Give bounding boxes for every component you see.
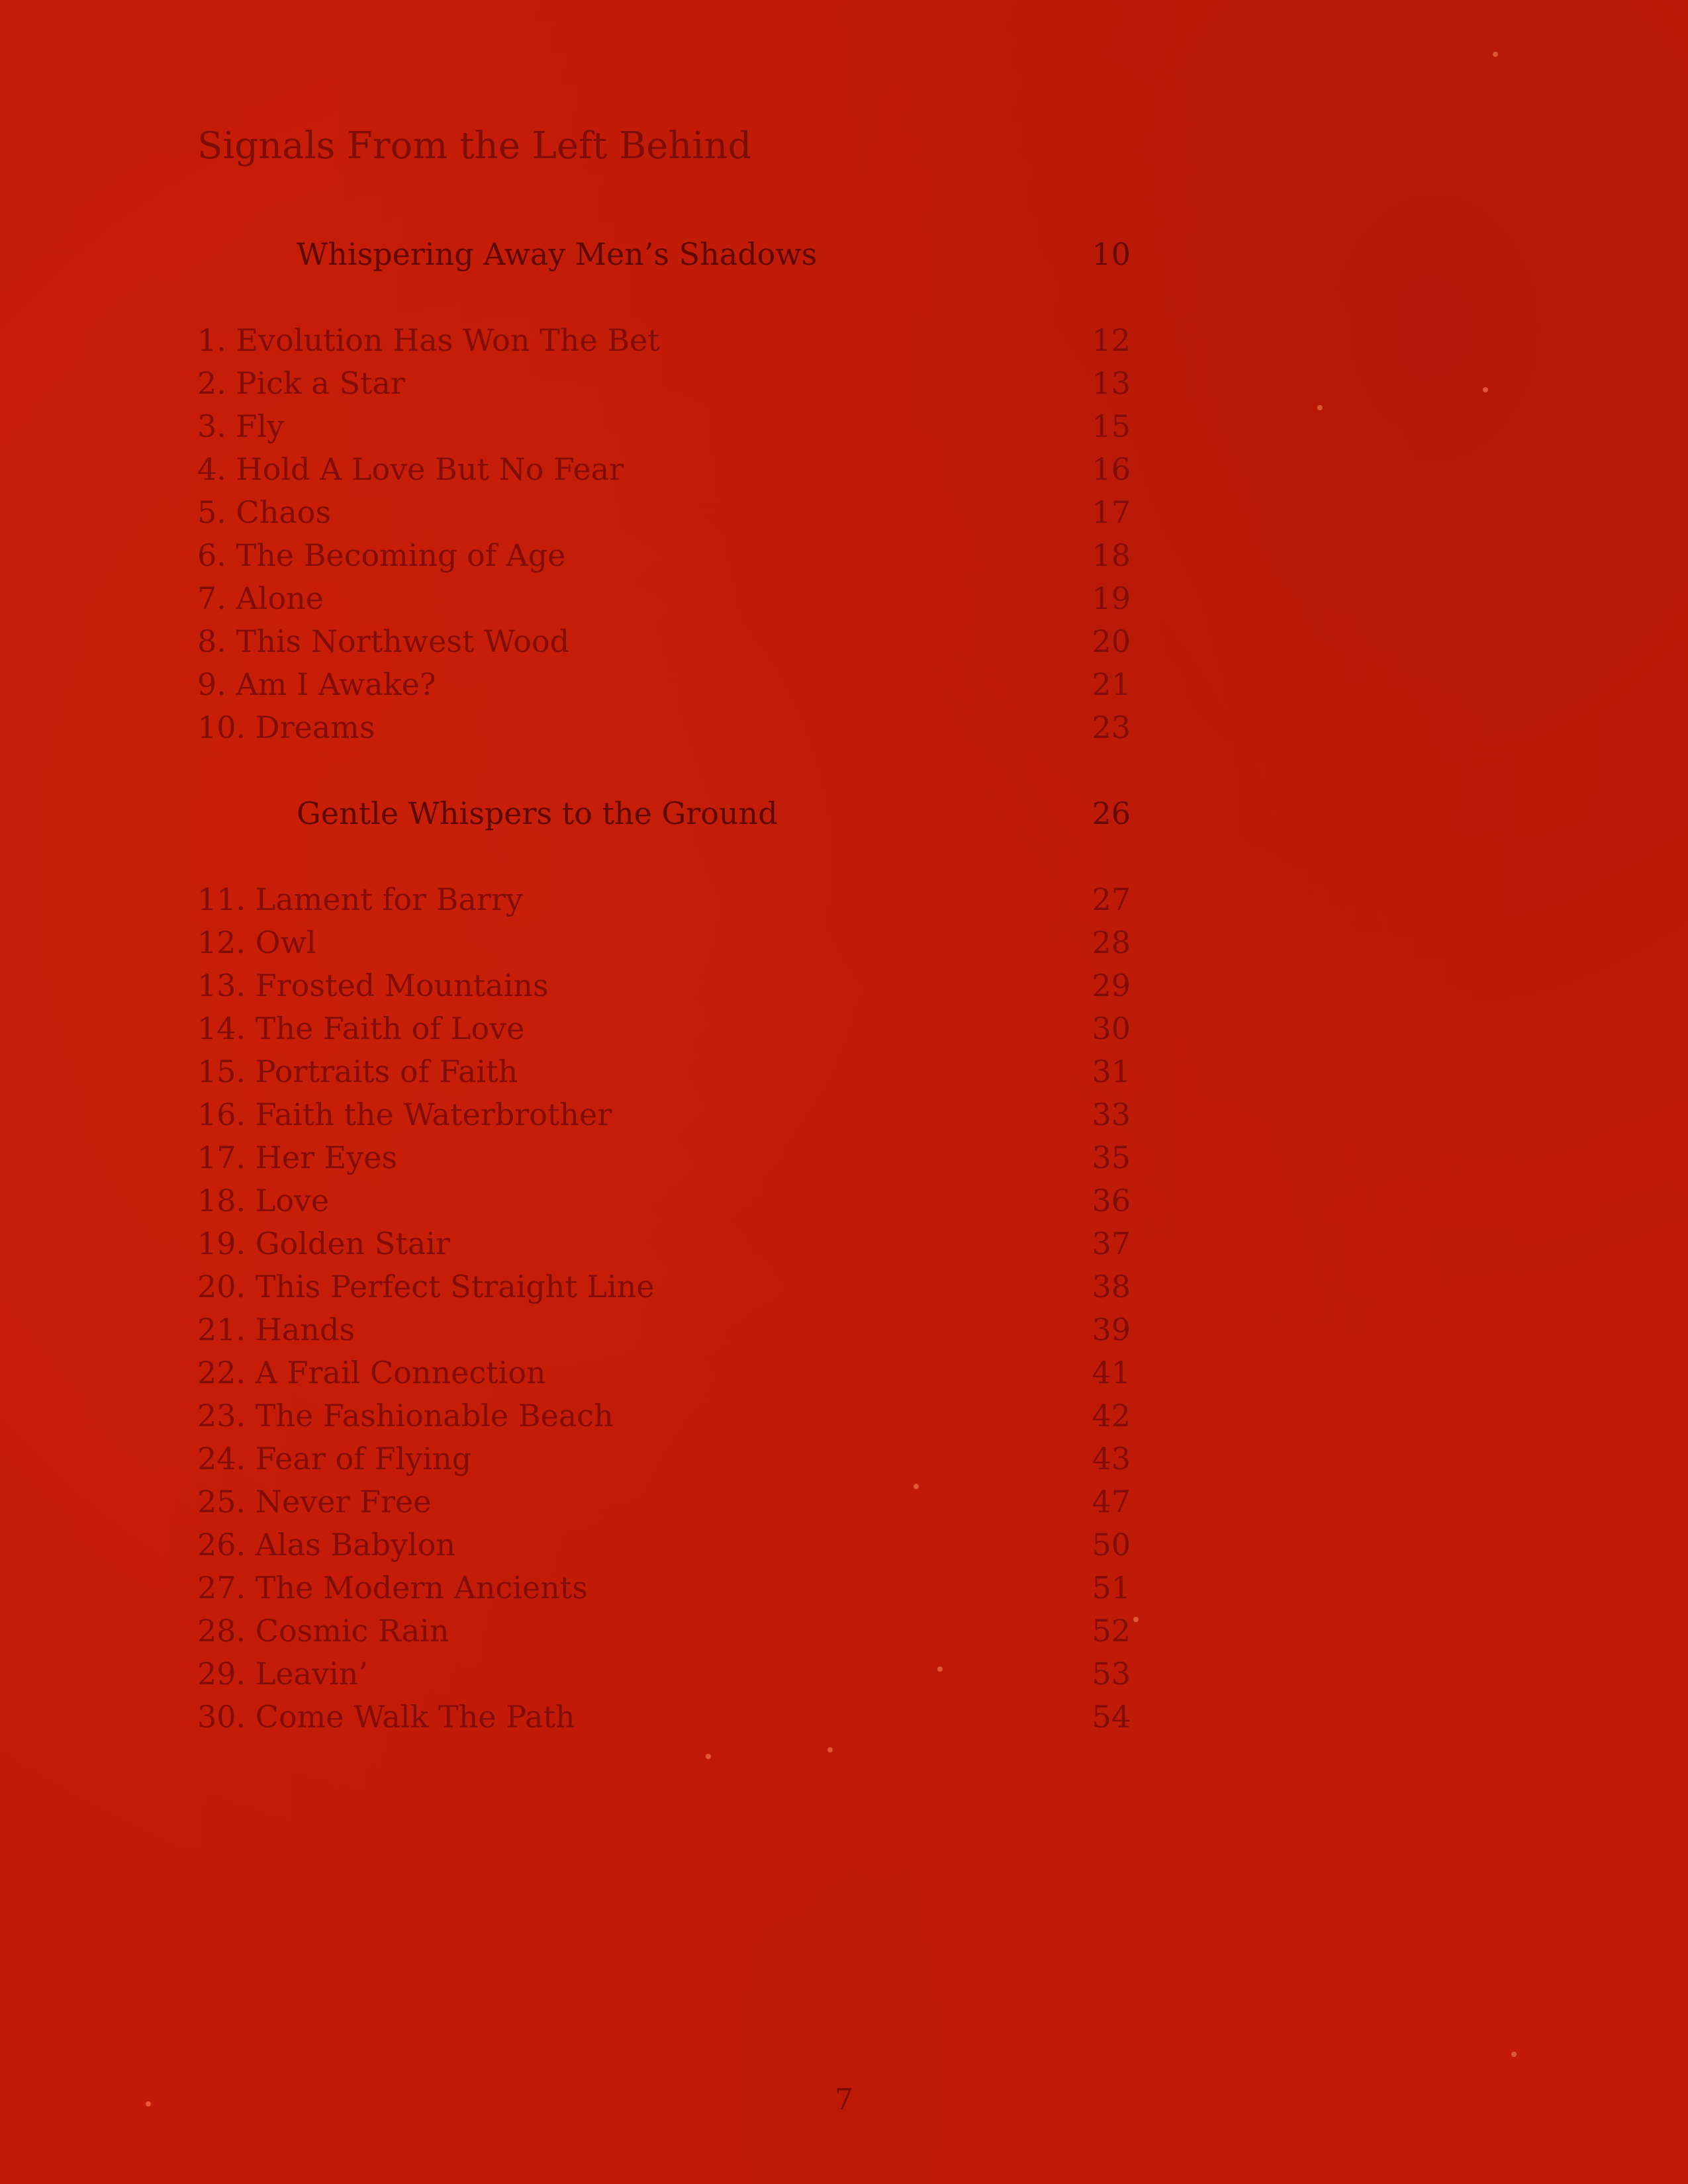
entry-title: 13. Frosted Mountains xyxy=(197,968,549,1003)
toc-entry xyxy=(197,405,1131,448)
toc-entry xyxy=(197,1653,1131,1696)
toc-entry xyxy=(197,706,1131,749)
toc-entry xyxy=(197,620,1131,663)
entry-title: 16. Faith the Waterbrother xyxy=(197,1097,612,1132)
paper-speck xyxy=(1493,52,1498,57)
entry-page-number: 53 xyxy=(1092,1656,1131,1692)
toc-entry xyxy=(197,1610,1131,1653)
paper-speck xyxy=(1133,1617,1139,1622)
toc-entry xyxy=(197,577,1131,620)
entry-title: 11. Lament for Barry xyxy=(197,882,523,917)
entry-title: 4. Hold A Love But No Fear xyxy=(197,451,624,487)
toc-entry xyxy=(197,964,1131,1007)
toc-entry xyxy=(197,1265,1131,1308)
entry-page-number: 31 xyxy=(1092,1054,1131,1089)
toc-entry xyxy=(197,1696,1131,1739)
toc-entry xyxy=(197,921,1131,964)
section-title: Whispering Away Men’s Shadows xyxy=(297,236,818,272)
entry-page-number: 47 xyxy=(1092,1484,1131,1520)
entry-title: 19. Golden Stair xyxy=(197,1226,450,1261)
toc-entry xyxy=(197,1050,1131,1093)
entry-page-number: 36 xyxy=(1092,1183,1131,1218)
toc-entry xyxy=(197,1136,1131,1179)
entry-title: 10. Dreams xyxy=(197,709,375,745)
entry-page-number: 19 xyxy=(1092,580,1131,616)
toc-entry xyxy=(197,448,1131,491)
entry-page-number: 20 xyxy=(1092,623,1131,659)
section-heading xyxy=(197,233,1131,276)
entry-title: 22. A Frail Connection xyxy=(197,1355,546,1390)
entry-title: 26. Alas Babylon xyxy=(197,1527,456,1563)
toc-entry xyxy=(197,1093,1131,1136)
entry-title: 7. Alone xyxy=(197,580,324,616)
toc-entry xyxy=(197,1480,1131,1524)
entry-page-number: 30 xyxy=(1092,1011,1131,1046)
toc-entry xyxy=(197,1222,1131,1265)
entry-page-number: 21 xyxy=(1092,666,1131,702)
toc-entry xyxy=(197,319,1131,362)
section-page-number: 10 xyxy=(1092,236,1131,272)
paper-speck xyxy=(1511,2052,1517,2057)
entry-title: 12. Owl xyxy=(197,925,316,960)
entry-page-number: 18 xyxy=(1092,537,1131,573)
entry-title: 27. The Modern Ancients xyxy=(197,1570,588,1606)
entry-title: 28. Cosmic Rain xyxy=(197,1613,449,1649)
entry-page-number: 15 xyxy=(1092,408,1131,444)
entry-title: 5. Chaos xyxy=(197,494,332,530)
entry-title: 3. Fly xyxy=(197,408,285,444)
entry-title: 23. The Fashionable Beach xyxy=(197,1398,614,1433)
entry-title: 9. Am I Awake? xyxy=(197,666,436,702)
paper-speck xyxy=(706,1754,711,1759)
entry-title: 25. Never Free xyxy=(197,1484,432,1520)
entry-page-number: 51 xyxy=(1092,1570,1131,1606)
entry-page-number: 37 xyxy=(1092,1226,1131,1261)
toc-entry xyxy=(197,1179,1131,1222)
entry-page-number: 16 xyxy=(1092,451,1131,487)
paper-speck xyxy=(1483,387,1488,392)
entry-title: 2. Pick a Star xyxy=(197,365,405,401)
folio-page-number: 7 xyxy=(835,2083,853,2116)
entry-page-number: 43 xyxy=(1092,1441,1131,1477)
entry-page-number: 27 xyxy=(1092,882,1131,917)
entry-page-number: 41 xyxy=(1092,1355,1131,1390)
entry-title: 17. Her Eyes xyxy=(197,1140,398,1175)
paper-speck xyxy=(1317,405,1323,410)
entry-page-number: 33 xyxy=(1092,1097,1131,1132)
toc-entry xyxy=(197,1394,1131,1437)
toc-entry xyxy=(197,491,1131,534)
entry-title: 18. Love xyxy=(197,1183,330,1218)
entry-title: 21. Hands xyxy=(197,1312,355,1347)
entry-page-number: 50 xyxy=(1092,1527,1131,1563)
section-heading xyxy=(197,792,1131,835)
entry-page-number: 52 xyxy=(1092,1613,1131,1649)
entry-title: 14. The Faith of Love xyxy=(197,1011,525,1046)
entry-title: 8. This Northwest Wood xyxy=(197,623,570,659)
entry-page-number: 54 xyxy=(1092,1699,1131,1735)
entry-page-number: 39 xyxy=(1092,1312,1131,1347)
toc-entry xyxy=(197,1351,1131,1394)
book-title: Signals From the Left Behind xyxy=(197,124,752,167)
entry-title: 30. Come Walk The Path xyxy=(197,1699,575,1735)
entry-title: 6. The Becoming of Age xyxy=(197,537,566,573)
toc-entry xyxy=(197,1308,1131,1351)
entry-title: 20. This Perfect Straight Line xyxy=(197,1269,655,1304)
entry-title: 29. Leavin’ xyxy=(197,1656,368,1692)
entry-title: 1. Evolution Has Won The Bet xyxy=(197,322,660,358)
entry-title: 15. Portraits of Faith xyxy=(197,1054,518,1089)
entry-page-number: 35 xyxy=(1092,1140,1131,1175)
toc-entry xyxy=(197,663,1131,706)
entry-page-number: 12 xyxy=(1092,322,1131,358)
entry-page-number: 13 xyxy=(1092,365,1131,401)
section-page-number: 26 xyxy=(1092,796,1131,831)
entry-page-number: 42 xyxy=(1092,1398,1131,1433)
entry-page-number: 17 xyxy=(1092,494,1131,530)
toc-entry xyxy=(197,1007,1131,1050)
toc-entry xyxy=(197,362,1131,405)
toc-entry xyxy=(197,1524,1131,1567)
entry-page-number: 29 xyxy=(1092,968,1131,1003)
entry-title: 24. Fear of Flying xyxy=(197,1441,472,1477)
entry-page-number: 28 xyxy=(1092,925,1131,960)
toc-entry xyxy=(197,1437,1131,1480)
paper-speck xyxy=(827,1747,833,1752)
entry-page-number: 23 xyxy=(1092,709,1131,745)
toc-entry xyxy=(197,878,1131,921)
toc-entry xyxy=(197,1567,1131,1610)
toc-entry xyxy=(197,534,1131,577)
section-title: Gentle Whispers to the Ground xyxy=(297,796,778,831)
entry-page-number: 38 xyxy=(1092,1269,1131,1304)
